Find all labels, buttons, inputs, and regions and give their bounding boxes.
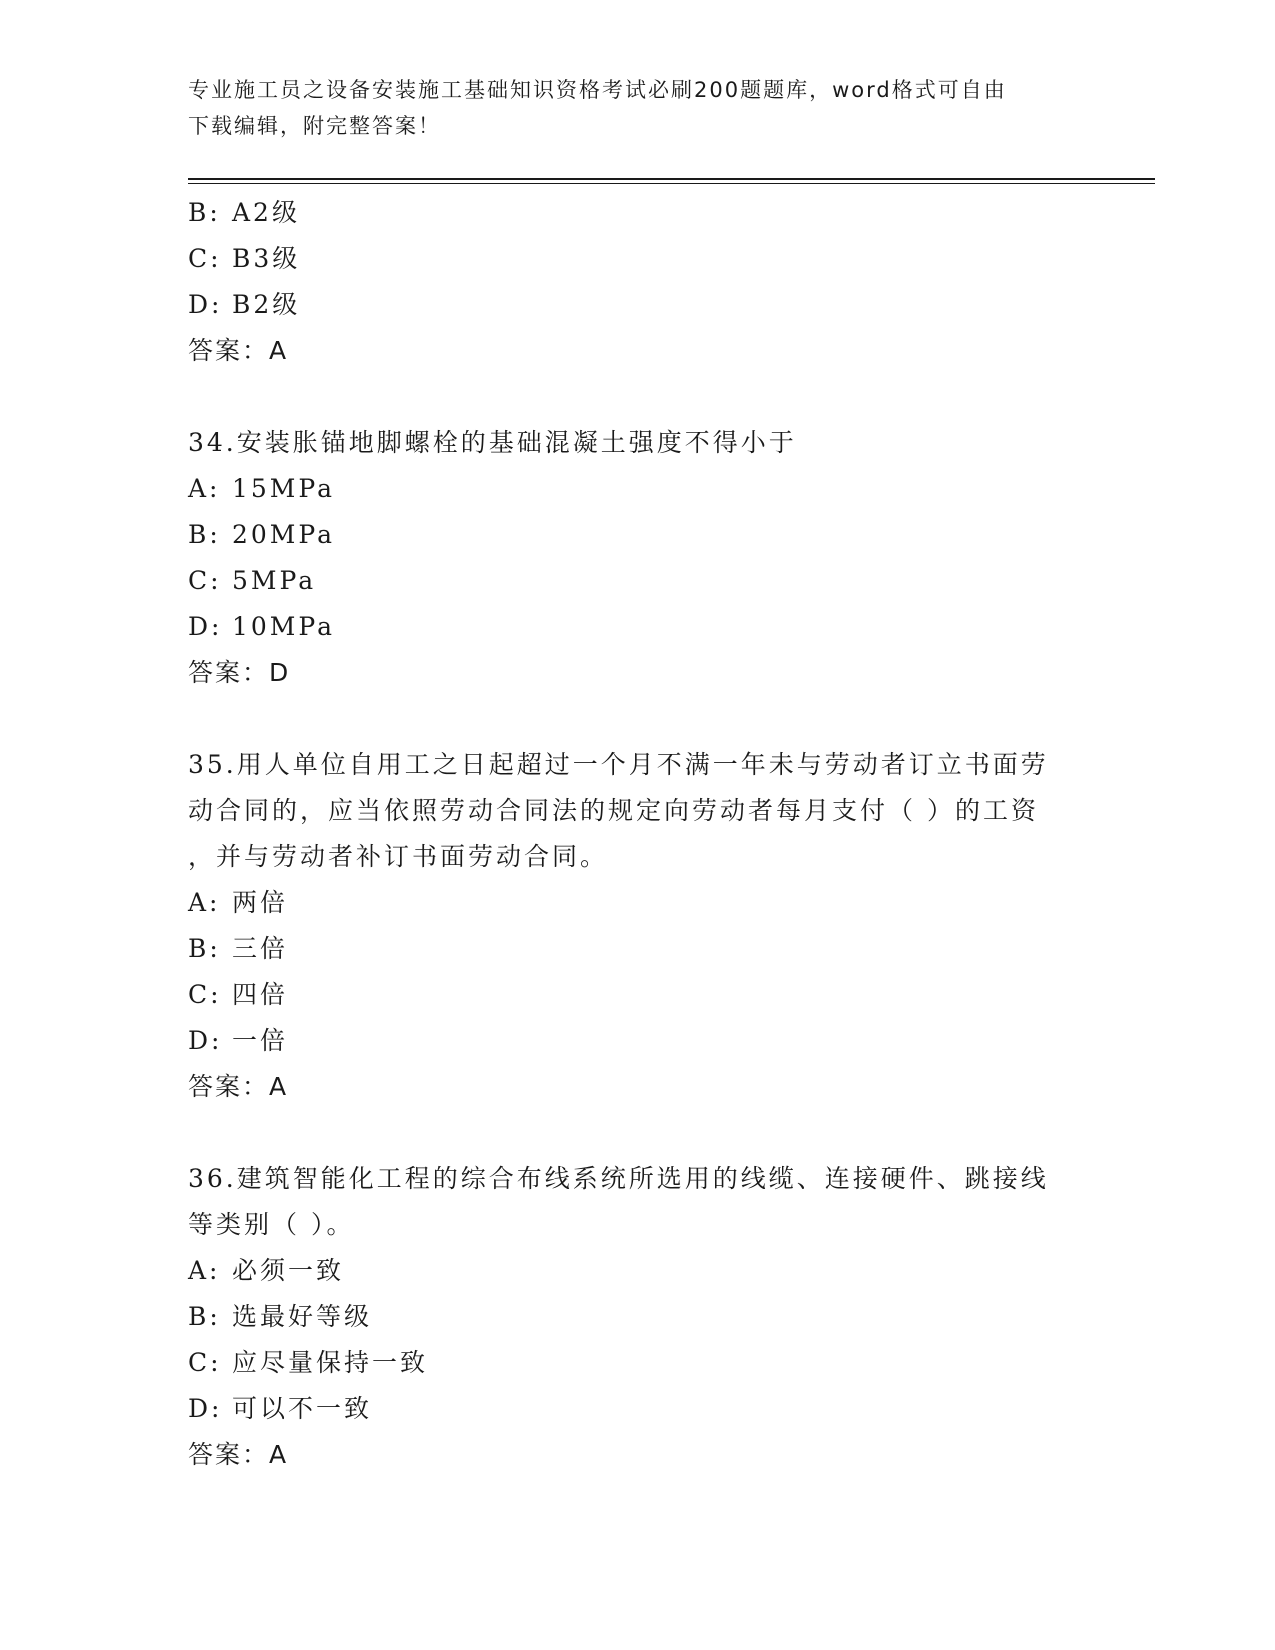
option-b: B: 选最好等级 (188, 1302, 373, 1331)
header-title-line-1: 专业施工员之设备安装施工基础知识资格考试必刷200题题库，word格式可自由 (188, 78, 1007, 102)
option-b: B: 20MPa (188, 520, 336, 549)
question-text-line-1: 35.用人单位自用工之日起超过一个月不满一年未与劳动者订立书面劳 (188, 750, 1049, 779)
option-c: C: 四倍 (188, 980, 289, 1009)
answer-line: 答案：D (188, 658, 291, 687)
header-divider-thin (188, 183, 1155, 184)
question-34 (188, 420, 1088, 696)
header-divider-thick (188, 178, 1155, 180)
option-c: C: B3级 (188, 244, 301, 273)
option-a: A: 两倍 (188, 888, 289, 917)
answer-line: 答案：A (188, 336, 289, 365)
header-title-line-2: 下载编辑，附完整答案！ (188, 114, 441, 138)
question-text-line-1: 36.建筑智能化工程的综合布线系统所选用的线缆、连接硬件、跳接线 (188, 1164, 1049, 1193)
question-text-line-2: 等类别（ ）。 (188, 1210, 355, 1239)
option-d: D: 10MPa (188, 612, 336, 641)
option-a: A: 15MPa (188, 474, 336, 503)
question-list (188, 190, 1088, 1478)
option-a: A: 必须一致 (188, 1256, 345, 1285)
option-c: C: 5MPa (188, 566, 317, 595)
option-d: D: B2级 (188, 290, 301, 319)
question-text: 34.安装胀锚地脚螺栓的基础混凝土强度不得小于 (188, 428, 797, 457)
answer-line: 答案：A (188, 1440, 289, 1469)
option-c: C: 应尽量保持一致 (188, 1348, 429, 1377)
option-b: B: 三倍 (188, 934, 289, 963)
question-33-continued (188, 190, 1088, 374)
option-d: D: 可以不一致 (188, 1394, 373, 1423)
question-35 (188, 742, 1088, 1110)
question-text-line-2: 动合同的，应当依照劳动合同法的规定向劳动者每月支付（ ）的工资 (188, 796, 1039, 825)
document-header (188, 72, 1068, 144)
option-b: B: A2级 (188, 198, 300, 227)
question-text-line-3: ，并与劳动者补订书面劳动合同。 (188, 842, 609, 871)
option-d: D: 一倍 (188, 1026, 289, 1055)
question-36 (188, 1156, 1088, 1478)
answer-line: 答案：A (188, 1072, 289, 1101)
